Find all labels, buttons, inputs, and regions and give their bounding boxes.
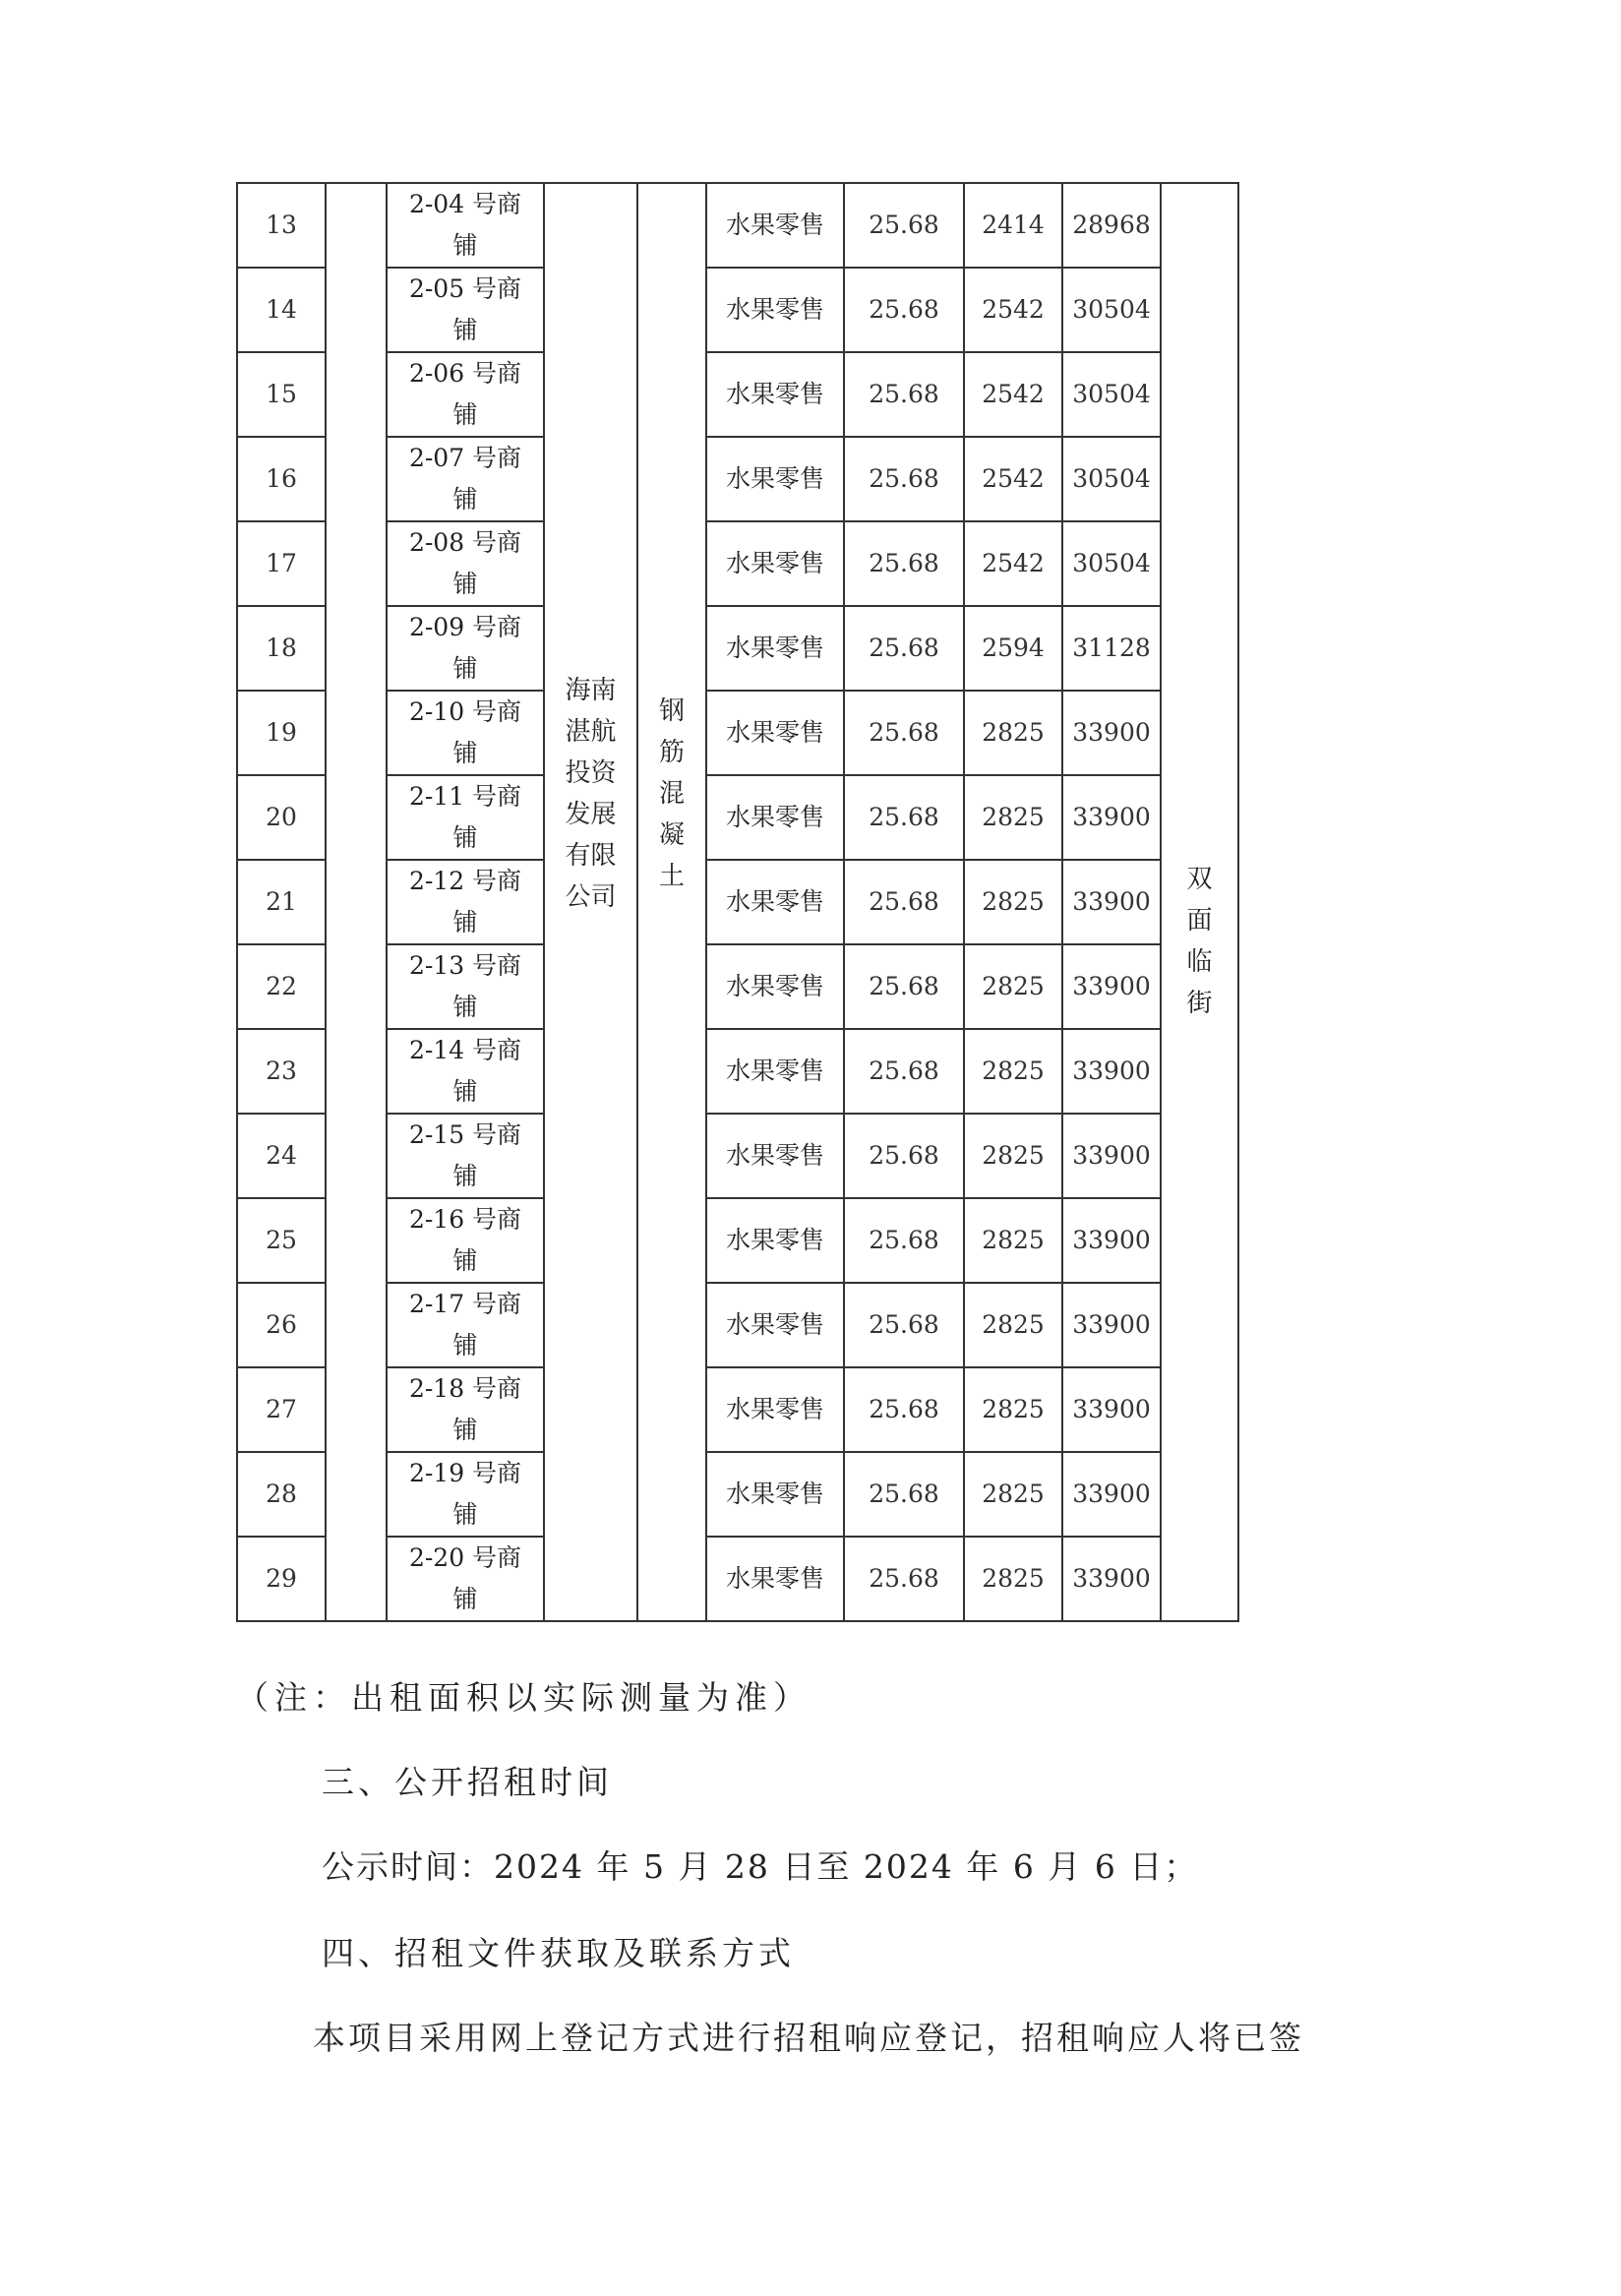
- annual-rent-cell: 33900: [1062, 1198, 1161, 1283]
- owner-text: 投资: [565, 758, 617, 788]
- blank-cell: [326, 183, 387, 1621]
- shop-name-line2: 铺: [452, 654, 478, 683]
- table-row: [237, 860, 1238, 944]
- shop-name-cell: [387, 860, 544, 944]
- table-row: [237, 1367, 1238, 1452]
- remark-text: 双: [1186, 865, 1213, 894]
- row-number: 21: [237, 860, 326, 944]
- structure-text: 筋: [658, 738, 685, 767]
- annual-rent-cell: 30504: [1062, 268, 1161, 352]
- shop-name-line2: 铺: [452, 1500, 478, 1529]
- shop-name-line1: 2-19 号商: [408, 1459, 522, 1487]
- area-cell: 25.68: [844, 1537, 964, 1621]
- annual-rent-cell: 33900: [1062, 1452, 1161, 1537]
- table-row: [237, 268, 1238, 352]
- annual-rent-cell: 31128: [1062, 606, 1161, 691]
- remark-text: 面: [1186, 906, 1213, 936]
- area-cell: 25.68: [844, 521, 964, 606]
- usage-cell: 水果零售: [706, 1198, 844, 1283]
- shop-name-cell: [387, 606, 544, 691]
- section3-heading: 三、公开招租时间: [322, 1763, 613, 1801]
- section4-heading: 四、招租文件获取及联系方式: [322, 1934, 795, 1972]
- area-cell: 25.68: [844, 268, 964, 352]
- monthly-rent-cell: 2825: [964, 1367, 1062, 1452]
- annual-rent-cell: 28968: [1062, 183, 1161, 268]
- row-number: 15: [237, 352, 326, 437]
- annual-rent-cell: 33900: [1062, 1283, 1161, 1367]
- usage-cell: 水果零售: [706, 691, 844, 775]
- area-cell: 25.68: [844, 352, 964, 437]
- shop-name-line2: 铺: [452, 823, 478, 852]
- shop-name-line1: 2-10 号商: [408, 697, 522, 726]
- shop-name-cell: [387, 521, 544, 606]
- row-number: 13: [237, 183, 326, 268]
- area-cell: 25.68: [844, 691, 964, 775]
- table-row: [237, 691, 1238, 775]
- monthly-rent-cell: 2825: [964, 1452, 1062, 1537]
- annual-rent-cell: 30504: [1062, 521, 1161, 606]
- table-row: [237, 1198, 1238, 1283]
- shop-name-line2: 铺: [452, 908, 478, 937]
- monthly-rent-cell: 2825: [964, 775, 1062, 860]
- shop-name-line1: 2-17 号商: [408, 1290, 522, 1318]
- monthly-rent-cell: 2542: [964, 268, 1062, 352]
- monthly-rent-cell: 2542: [964, 352, 1062, 437]
- monthly-rent-cell: 2542: [964, 521, 1062, 606]
- annual-rent-cell: 33900: [1062, 1114, 1161, 1198]
- shop-name-cell: [387, 1198, 544, 1283]
- structure-text: 凝: [658, 820, 685, 850]
- annual-rent-cell: 33900: [1062, 775, 1161, 860]
- shop-name-cell: [387, 1537, 544, 1621]
- table-row: [237, 1029, 1238, 1114]
- structure-text: 土: [658, 862, 685, 891]
- shop-name-line1: 2-12 号商: [408, 867, 522, 895]
- shop-name-cell: [387, 437, 544, 521]
- area-cell: 25.68: [844, 1452, 964, 1537]
- shop-name-line2: 铺: [452, 1162, 478, 1190]
- table-body: [237, 183, 1238, 1621]
- row-number: 14: [237, 268, 326, 352]
- usage-cell: 水果零售: [706, 860, 844, 944]
- shop-name-line2: 铺: [452, 1246, 478, 1275]
- annual-rent-cell: 33900: [1062, 944, 1161, 1029]
- monthly-rent-cell: 2825: [964, 691, 1062, 775]
- usage-cell: 水果零售: [706, 944, 844, 1029]
- table-row: [237, 606, 1238, 691]
- usage-cell: 水果零售: [706, 606, 844, 691]
- monthly-rent-cell: 2825: [964, 1114, 1062, 1198]
- shop-name-line1: 2-04 号商: [408, 190, 522, 218]
- row-number: 20: [237, 775, 326, 860]
- annual-rent-cell: 33900: [1062, 1367, 1161, 1452]
- monthly-rent-cell: 2594: [964, 606, 1062, 691]
- body-paragraph: 本项目采用网上登记方式进行招租响应登记，招租响应人将已签: [313, 2019, 1304, 2057]
- shop-name-cell: [387, 1029, 544, 1114]
- shop-name-line1: 2-14 号商: [408, 1036, 522, 1064]
- shop-name-line2: 铺: [452, 1331, 478, 1359]
- annual-rent-cell: 33900: [1062, 1537, 1161, 1621]
- shop-name-line1: 2-16 号商: [408, 1205, 522, 1234]
- area-cell: 25.68: [844, 437, 964, 521]
- shop-name-line1: 2-07 号商: [408, 444, 522, 472]
- shop-name-cell: [387, 775, 544, 860]
- table-row: [237, 1114, 1238, 1198]
- row-number: 16: [237, 437, 326, 521]
- usage-cell: 水果零售: [706, 1029, 844, 1114]
- area-cell: 25.68: [844, 1114, 964, 1198]
- annual-rent-cell: 33900: [1062, 691, 1161, 775]
- row-number: 17: [237, 521, 326, 606]
- usage-cell: 水果零售: [706, 775, 844, 860]
- table-row: [237, 183, 1238, 268]
- annual-rent-cell: 33900: [1062, 860, 1161, 944]
- shop-name-line2: 铺: [452, 993, 478, 1021]
- row-number: 24: [237, 1114, 326, 1198]
- shop-name-cell: [387, 1367, 544, 1452]
- shop-name-line1: 2-05 号商: [408, 274, 522, 303]
- shop-name-line2: 铺: [452, 1077, 478, 1106]
- table-row: [237, 437, 1238, 521]
- row-number: 27: [237, 1367, 326, 1452]
- usage-cell: 水果零售: [706, 1114, 844, 1198]
- shop-name-line2: 铺: [452, 485, 478, 514]
- usage-cell: 水果零售: [706, 1452, 844, 1537]
- owner-text: 有限: [565, 841, 617, 871]
- area-cell: 25.68: [844, 1367, 964, 1452]
- usage-cell: 水果零售: [706, 1283, 844, 1367]
- area-cell: 25.68: [844, 944, 964, 1029]
- annual-rent-cell: 30504: [1062, 352, 1161, 437]
- table-note: （注：出租面积以实际测量为准）: [236, 1678, 811, 1717]
- owner-text: 公司: [565, 882, 617, 912]
- shop-name-cell: [387, 183, 544, 268]
- structure-cell: [637, 183, 706, 1621]
- table-row: [237, 521, 1238, 606]
- shop-name-line1: 2-15 号商: [408, 1120, 522, 1149]
- table-row: [237, 352, 1238, 437]
- usage-cell: 水果零售: [706, 437, 844, 521]
- annual-rent-cell: 33900: [1062, 1029, 1161, 1114]
- publicity-time: 公示时间：2024 年 5 月 28 日至 2024 年 6 月 6 日；: [322, 1847, 1199, 1886]
- table-row: [237, 944, 1238, 1029]
- structure-text: 混: [658, 779, 685, 809]
- shop-name-cell: [387, 691, 544, 775]
- row-number: 19: [237, 691, 326, 775]
- monthly-rent-cell: 2825: [964, 1537, 1062, 1621]
- usage-cell: 水果零售: [706, 1537, 844, 1621]
- table-row: [237, 1283, 1238, 1367]
- shop-listing-table: [236, 182, 1239, 1622]
- area-cell: 25.68: [844, 1029, 964, 1114]
- shop-name-line1: 2-13 号商: [408, 951, 522, 980]
- row-number: 25: [237, 1198, 326, 1283]
- shop-name-cell: [387, 1114, 544, 1198]
- shop-name-cell: [387, 944, 544, 1029]
- area-cell: 25.68: [844, 183, 964, 268]
- shop-name-cell: [387, 352, 544, 437]
- shop-name-line2: 铺: [452, 739, 478, 767]
- monthly-rent-cell: 2825: [964, 944, 1062, 1029]
- shop-name-cell: [387, 1452, 544, 1537]
- shop-name-line1: 2-09 号商: [408, 613, 522, 641]
- table-row: [237, 775, 1238, 860]
- shop-name-line2: 铺: [452, 231, 478, 260]
- area-cell: 25.68: [844, 775, 964, 860]
- monthly-rent-cell: 2825: [964, 860, 1062, 944]
- usage-cell: 水果零售: [706, 521, 844, 606]
- shop-name-line1: 2-06 号商: [408, 359, 522, 388]
- shop-name-line2: 铺: [452, 1416, 478, 1444]
- table-row: [237, 1537, 1238, 1621]
- shop-name-line1: 2-11 号商: [408, 782, 522, 811]
- area-cell: 25.68: [844, 860, 964, 944]
- shop-name-cell: [387, 268, 544, 352]
- usage-cell: 水果零售: [706, 183, 844, 268]
- annual-rent-cell: 30504: [1062, 437, 1161, 521]
- remark-cell: [1161, 183, 1238, 1621]
- remark-text: 临: [1186, 947, 1213, 977]
- area-cell: 25.68: [844, 606, 964, 691]
- shop-name-cell: [387, 1283, 544, 1367]
- monthly-rent-cell: 2825: [964, 1283, 1062, 1367]
- remark-text: 街: [1186, 989, 1213, 1018]
- row-number: 29: [237, 1537, 326, 1621]
- monthly-rent-cell: 2825: [964, 1029, 1062, 1114]
- shop-name-line2: 铺: [452, 570, 478, 598]
- owner-text: 海南: [565, 676, 617, 705]
- owner-cell: [544, 183, 637, 1621]
- shop-name-line2: 铺: [452, 1585, 478, 1613]
- usage-cell: 水果零售: [706, 352, 844, 437]
- shop-name-line2: 铺: [452, 316, 478, 344]
- shop-name-line1: 2-18 号商: [408, 1374, 522, 1403]
- monthly-rent-cell: 2542: [964, 437, 1062, 521]
- structure-text: 钢: [658, 696, 685, 726]
- monthly-rent-cell: 2825: [964, 1198, 1062, 1283]
- shop-name-line1: 2-08 号商: [408, 528, 522, 557]
- usage-cell: 水果零售: [706, 268, 844, 352]
- usage-cell: 水果零售: [706, 1367, 844, 1452]
- row-number: 22: [237, 944, 326, 1029]
- row-number: 28: [237, 1452, 326, 1537]
- shop-name-line1: 2-20 号商: [408, 1543, 522, 1572]
- area-cell: 25.68: [844, 1198, 964, 1283]
- row-number: 23: [237, 1029, 326, 1114]
- owner-text: 发展: [565, 800, 617, 829]
- owner-text: 湛航: [565, 717, 617, 747]
- shop-name-line2: 铺: [452, 400, 478, 429]
- row-number: 18: [237, 606, 326, 691]
- monthly-rent-cell: 2414: [964, 183, 1062, 268]
- table-row: [237, 1452, 1238, 1537]
- area-cell: 25.68: [844, 1283, 964, 1367]
- row-number: 26: [237, 1283, 326, 1367]
